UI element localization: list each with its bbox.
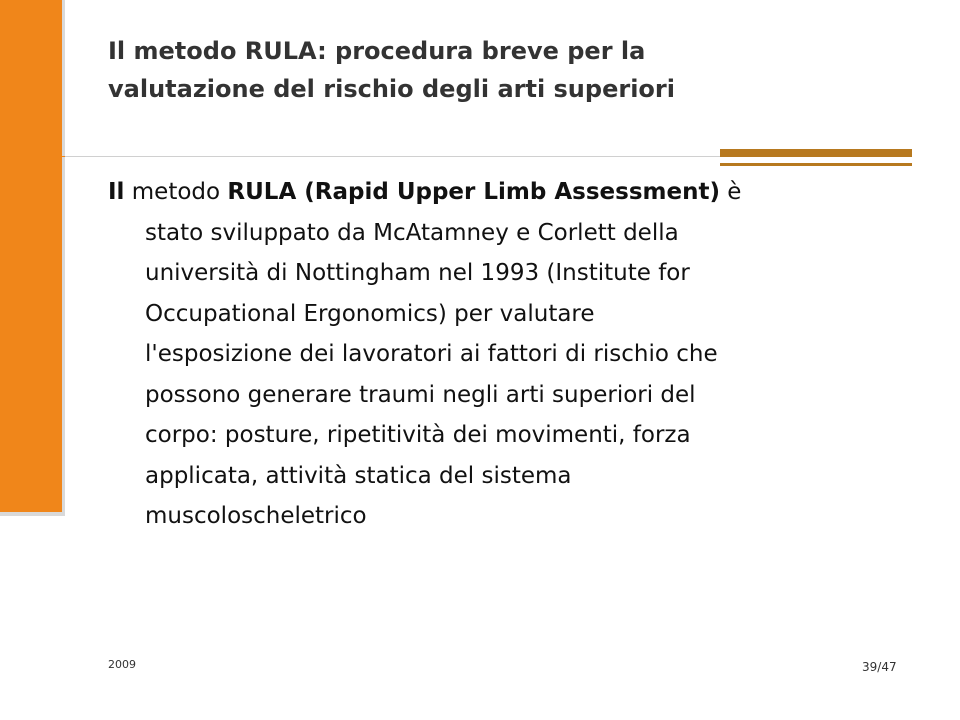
title-divider-accent xyxy=(40,156,65,157)
body-line-1 xyxy=(108,172,918,213)
slide-body xyxy=(108,172,918,537)
body-text-2: è xyxy=(719,179,742,205)
decorative-bar-thick xyxy=(720,149,912,157)
body-line-8: applicata, attività statica del sistema xyxy=(145,462,572,489)
body-line-2: stato sviluppato da McAtamney e Corlett della xyxy=(145,219,679,246)
body-line-6: possono generare traumi negli arti superiori del xyxy=(145,381,696,408)
body-bold-term: RULA (Rapid Upper Limb Assessment) xyxy=(227,179,720,205)
slide-title xyxy=(108,32,908,108)
body-line-7: corpo: posture, ripetitività dei movimenti, forza xyxy=(145,422,691,448)
slide-title-line-2: valutazione del rischio degli arti superiori xyxy=(108,75,675,103)
slide-title-line-1: Il metodo RULA: procedura breve per la xyxy=(108,37,646,65)
body-line-4: Occupational Ergonomics) per valutare xyxy=(145,300,595,327)
body-text-1: metodo xyxy=(124,179,228,205)
page-number: 39/47 xyxy=(862,660,897,674)
body-line-9: muscoloscheletrico xyxy=(145,503,367,529)
body-line-5: l'esposizione dei lavoratori ai fattori di rischio che xyxy=(145,341,718,367)
body-lead-word: Il xyxy=(108,179,125,205)
decorative-bar-thin xyxy=(720,163,912,166)
body-line-3: università di Nottingham nel 1993 (Institute for xyxy=(145,260,690,286)
title-divider xyxy=(65,156,720,157)
decorative-bars xyxy=(720,149,912,166)
footer-year: 2009 xyxy=(108,658,136,671)
left-accent-bar xyxy=(0,0,65,512)
